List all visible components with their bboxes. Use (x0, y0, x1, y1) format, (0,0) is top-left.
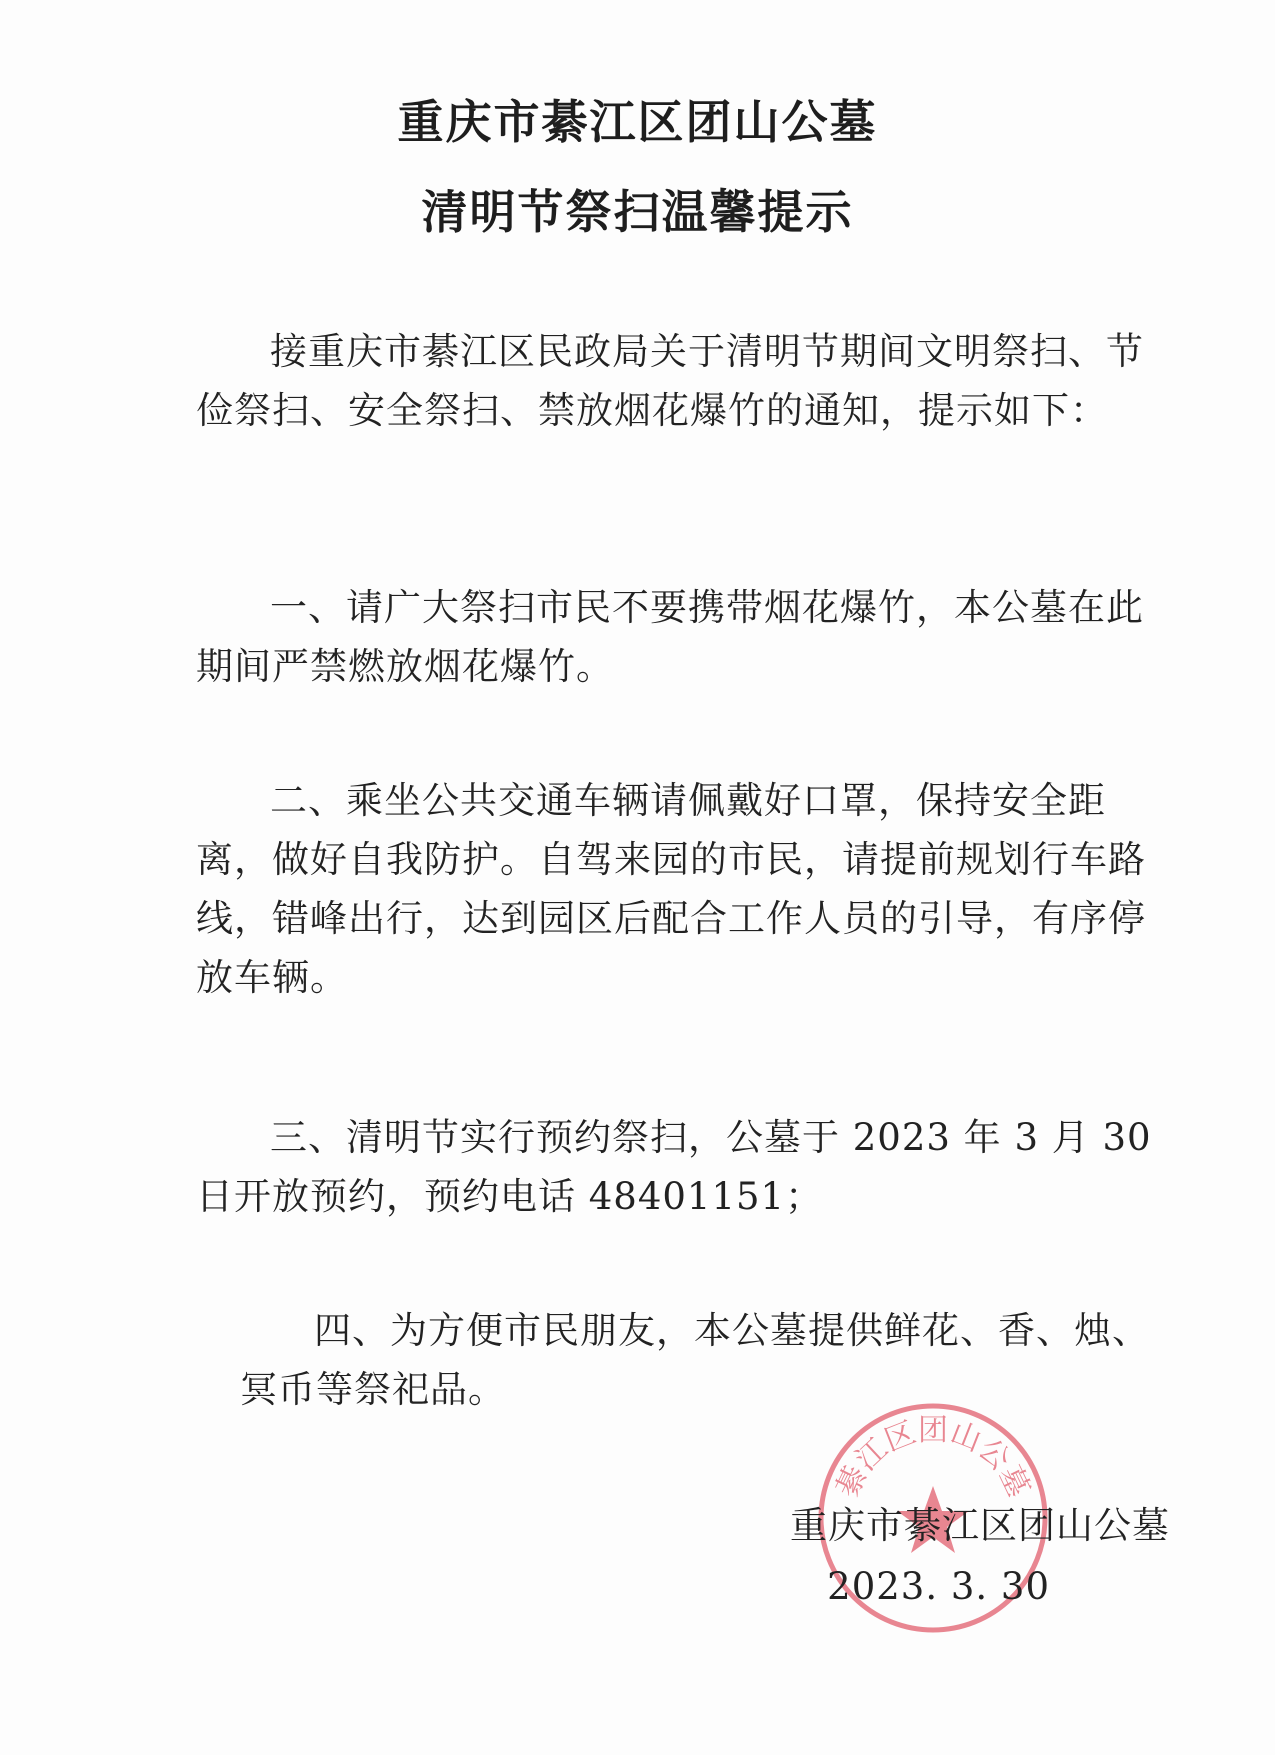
notice-item-4: 四、为方便市民朋友，本公墓提供鲜花、香、烛、冥币等祭祀品。 (240, 1309, 1150, 1411)
notice-item-2: 二、乘坐公共交通车辆请佩戴好口罩，保持安全距离，做好自我防护。自驾来园的市民，请提前规划行车路线，错峰出行，达到园区后配合工作人员的引导，有序停放车辆。 (196, 779, 1146, 999)
notice-item-3: 三、清明节实行预约祭扫，公墓于 2023 年 3 月 30 日开放预约，预约电话 48401151； (196, 1116, 1152, 1218)
signature-date: 2023. 3. 30 (827, 1565, 1050, 1608)
document-title-line1: 重庆市綦江区团山公墓 (397, 95, 878, 149)
intro-paragraph: 接重庆市綦江区民政局关于清明节期间文明祭扫、节俭祭扫、安全祭扫、禁放烟花爆竹的通知，提示如下： (196, 330, 1144, 432)
document-title-line2: 清明节祭扫温馨提示 (421, 185, 854, 239)
notice-item-1: 一、请广大祭扫市民不要携带烟花爆竹，本公墓在此期间严禁燃放烟花爆竹。 (196, 586, 1144, 688)
signature-organization: 重庆市綦江区团山公墓 (790, 1504, 1170, 1547)
seal-text: 綦江区团山公墓 (829, 1413, 1037, 1503)
